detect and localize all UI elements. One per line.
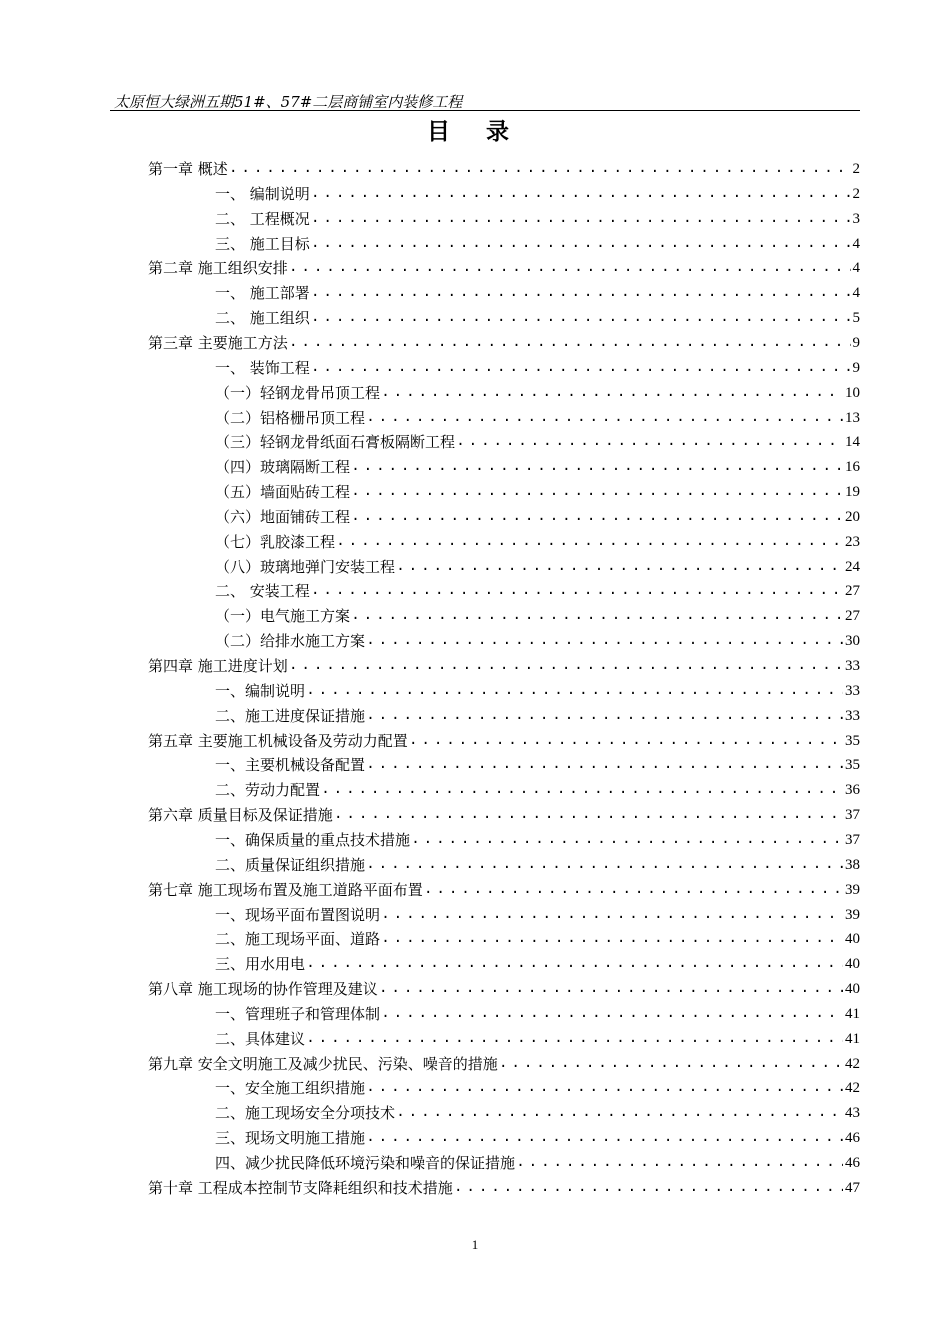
toc-entry-label: 二、劳动力配置 bbox=[215, 781, 321, 799]
toc-entry-page: 23 bbox=[845, 534, 860, 550]
toc-dot-leader bbox=[306, 1030, 843, 1048]
toc-dot-leader bbox=[366, 756, 843, 774]
toc-dot-leader bbox=[456, 433, 843, 451]
toc-dot-leader bbox=[306, 955, 843, 973]
toc-entry-label: （二）给排水施工方案 bbox=[215, 632, 366, 650]
toc-entry-page: 46 bbox=[845, 1155, 860, 1171]
toc-entry-page: 14 bbox=[845, 434, 860, 450]
toc-section-entry[interactable] bbox=[215, 526, 860, 551]
toc-section-entry[interactable] bbox=[215, 551, 860, 576]
toc-entry-page: 40 bbox=[845, 956, 860, 972]
toc-section-entry[interactable] bbox=[215, 352, 860, 377]
toc-dot-leader bbox=[366, 707, 843, 725]
toc-section-entry[interactable] bbox=[215, 948, 860, 973]
toc-entry-page: 39 bbox=[845, 882, 860, 898]
toc-section-entry[interactable] bbox=[215, 749, 860, 774]
toc-section-entry[interactable] bbox=[215, 1023, 860, 1048]
toc-entry-label: （四）玻璃隔断工程 bbox=[215, 458, 351, 476]
toc-dot-leader bbox=[311, 309, 851, 327]
toc-dot-leader bbox=[366, 1129, 843, 1147]
toc-chapter-entry[interactable] bbox=[148, 650, 860, 675]
toc-entry-page: 4 bbox=[852, 285, 860, 301]
toc-entry-label: （一）轻钢龙骨吊顶工程 bbox=[215, 384, 381, 402]
toc-dot-leader bbox=[424, 881, 843, 899]
toc-title: 目 录 bbox=[426, 119, 523, 145]
toc-dot-leader bbox=[366, 856, 843, 874]
toc-entry-page: 38 bbox=[845, 857, 860, 873]
toc-dot-leader bbox=[381, 906, 843, 924]
toc-dot-leader bbox=[366, 409, 843, 427]
toc-entry-label: 二、施工进度保证措施 bbox=[215, 707, 366, 725]
toc-section-entry[interactable] bbox=[215, 302, 860, 327]
toc-chapter-entry[interactable] bbox=[148, 1048, 860, 1073]
toc-section-entry[interactable] bbox=[215, 1072, 860, 1097]
toc-dot-leader bbox=[396, 558, 843, 576]
toc-dot-leader bbox=[311, 235, 851, 253]
toc-dot-leader bbox=[334, 806, 843, 824]
toc-section-entry[interactable] bbox=[215, 501, 860, 526]
toc-section-entry[interactable] bbox=[215, 600, 860, 625]
toc-chapter-entry[interactable] bbox=[148, 799, 860, 824]
toc-entry-label: 二、 安装工程 bbox=[215, 582, 310, 600]
toc-chapter-entry[interactable] bbox=[148, 327, 860, 352]
toc-dot-leader bbox=[411, 831, 843, 849]
toc-dot-leader bbox=[379, 980, 843, 998]
page-number: 1 bbox=[471, 1237, 479, 1252]
toc-dot-leader bbox=[381, 930, 843, 948]
toc-dot-leader bbox=[306, 682, 843, 700]
toc-entry-page: 20 bbox=[845, 509, 860, 525]
toc-entry-label: 三、用水用电 bbox=[215, 955, 306, 973]
toc-entry-label: 一、确保质量的重点技术措施 bbox=[215, 831, 411, 849]
toc-dot-leader bbox=[454, 1179, 843, 1197]
toc-dot-leader bbox=[409, 732, 843, 750]
toc-entry-page: 10 bbox=[845, 385, 860, 401]
toc-section-entry[interactable] bbox=[215, 1097, 860, 1122]
toc-entry-page: 35 bbox=[845, 757, 860, 773]
toc-entry-label: 第二章 施工组织安排 bbox=[148, 259, 288, 277]
toc-entry-page: 4 bbox=[852, 260, 860, 276]
toc-section-entry[interactable] bbox=[215, 625, 860, 650]
toc-entry-label: （八）玻璃地弹门安装工程 bbox=[215, 558, 396, 576]
header-text: 太原恒大绿洲五期51#、57#二层商铺室内装修工程 bbox=[114, 93, 463, 111]
toc-entry-label: 第八章 施工现场的协作管理及建议 bbox=[148, 980, 378, 998]
toc-entry-page: 46 bbox=[845, 1130, 860, 1146]
toc-entry-label: 第七章 施工现场布置及施工道路平面布置 bbox=[148, 881, 423, 899]
toc-entry-page: 40 bbox=[845, 981, 860, 997]
toc-entry-page: 3 bbox=[852, 211, 860, 227]
toc-entry-label: 一、 装饰工程 bbox=[215, 359, 310, 377]
toc-dot-leader bbox=[351, 458, 843, 476]
toc-entry-page: 5 bbox=[852, 310, 860, 326]
toc-dot-leader bbox=[321, 781, 843, 799]
toc-entry-label: 一、安全施工组织措施 bbox=[215, 1079, 366, 1097]
toc-entry-page: 19 bbox=[845, 484, 860, 500]
toc-section-entry[interactable] bbox=[215, 377, 860, 402]
toc-dot-leader bbox=[351, 607, 843, 625]
toc-entry-label: （五）墙面贴砖工程 bbox=[215, 483, 351, 501]
toc-section-entry[interactable] bbox=[215, 824, 860, 849]
toc-entry-page: 36 bbox=[845, 782, 860, 798]
toc-dot-leader bbox=[396, 1104, 843, 1122]
toc-entry-page: 2 bbox=[852, 161, 860, 177]
toc-entry-label: 二、 施工组织 bbox=[215, 309, 310, 327]
toc-entry-page: 41 bbox=[845, 1006, 860, 1022]
toc-dot-leader bbox=[311, 284, 851, 302]
toc-entry-label: 一、 编制说明 bbox=[215, 185, 310, 203]
toc-entry-label: 三、 施工目标 bbox=[215, 235, 310, 253]
toc-entry-label: 第九章 安全文明施工及减少扰民、污染、噪音的措施 bbox=[148, 1055, 498, 1073]
page-header bbox=[110, 88, 860, 111]
toc-entry-page: 40 bbox=[845, 931, 860, 947]
toc-section-entry[interactable] bbox=[215, 700, 860, 725]
toc-dot-leader bbox=[516, 1154, 843, 1172]
toc-entry-label: 一、 施工部署 bbox=[215, 284, 310, 302]
toc-entry-page: 13 bbox=[845, 410, 860, 426]
toc-entry-label: 二、质量保证组织措施 bbox=[215, 856, 366, 874]
toc-section-entry[interactable] bbox=[215, 1122, 860, 1147]
toc-entry-label: 第三章 主要施工方法 bbox=[148, 334, 288, 352]
toc-section-entry[interactable] bbox=[215, 178, 860, 203]
toc-dot-leader bbox=[289, 259, 851, 277]
toc-entry-page: 33 bbox=[845, 658, 860, 674]
toc-entry-page: 27 bbox=[845, 608, 860, 624]
toc-dot-leader bbox=[311, 582, 843, 600]
toc-entry-page: 24 bbox=[845, 559, 860, 575]
toc-entry-page: 33 bbox=[845, 708, 860, 724]
toc-dot-leader bbox=[366, 632, 843, 650]
toc-section-entry[interactable] bbox=[215, 675, 860, 700]
toc-dot-leader bbox=[311, 359, 851, 377]
toc-entry-page: 2 bbox=[852, 186, 860, 202]
toc-entry-page: 42 bbox=[845, 1056, 860, 1072]
toc-section-entry[interactable] bbox=[215, 923, 860, 948]
toc-dot-leader bbox=[311, 210, 851, 228]
toc-dot-leader bbox=[229, 160, 851, 178]
toc-section-entry[interactable] bbox=[215, 277, 860, 302]
toc-dot-leader bbox=[311, 185, 851, 203]
toc-entry-label: 四、减少扰民降低环境污染和噪音的保证措施 bbox=[215, 1154, 516, 1172]
toc-chapter-entry[interactable] bbox=[148, 153, 860, 178]
toc-entry-page: 16 bbox=[845, 459, 860, 475]
toc-entry-page: 35 bbox=[845, 733, 860, 749]
toc-chapter-entry[interactable] bbox=[148, 725, 860, 750]
toc-section-entry[interactable] bbox=[215, 402, 860, 427]
toc-dot-leader bbox=[366, 1079, 843, 1097]
toc-entry-label: 第一章 概述 bbox=[148, 160, 228, 178]
toc-section-entry[interactable] bbox=[215, 998, 860, 1023]
toc-entry-label: 第六章 质量目标及保证措施 bbox=[148, 806, 333, 824]
toc-entry-page: 41 bbox=[845, 1031, 860, 1047]
toc-entry-page: 30 bbox=[845, 633, 860, 649]
toc-entry-label: 二、具体建议 bbox=[215, 1030, 306, 1048]
toc-entry-page: 39 bbox=[845, 907, 860, 923]
toc-entry-label: （六）地面铺砖工程 bbox=[215, 508, 351, 526]
toc-section-entry[interactable] bbox=[215, 228, 860, 253]
toc-entry-label: 一、编制说明 bbox=[215, 682, 306, 700]
toc-entry-label: 一、主要机械设备配置 bbox=[215, 756, 366, 774]
toc-entry-label: 一、管理班子和管理体制 bbox=[215, 1005, 381, 1023]
toc-section-entry[interactable] bbox=[215, 899, 860, 924]
toc-dot-leader bbox=[289, 334, 851, 352]
toc-dot-leader bbox=[351, 508, 843, 526]
toc-entry-label: 第四章 施工进度计划 bbox=[148, 657, 288, 675]
toc-entry-page: 37 bbox=[845, 832, 860, 848]
toc-section-entry[interactable] bbox=[215, 451, 860, 476]
toc-entry-label: 二、 工程概况 bbox=[215, 210, 310, 228]
toc-chapter-entry[interactable] bbox=[148, 973, 860, 998]
toc-entry-label: （三）轻钢龙骨纸面石膏板隔断工程 bbox=[215, 433, 456, 451]
toc-section-entry[interactable] bbox=[215, 575, 860, 600]
toc-entry-label: 第十章 工程成本控制节支降耗组织和技术措施 bbox=[148, 1179, 453, 1197]
toc-entry-label: 二、施工现场安全分项技术 bbox=[215, 1104, 396, 1122]
toc-section-entry[interactable] bbox=[215, 849, 860, 874]
toc-chapter-entry[interactable] bbox=[148, 874, 860, 899]
toc-dot-leader bbox=[351, 483, 843, 501]
toc-section-entry[interactable] bbox=[215, 1147, 860, 1172]
toc-entry-label: （二）铝格栅吊顶工程 bbox=[215, 409, 366, 427]
toc-section-entry[interactable] bbox=[215, 426, 860, 451]
toc-entry-label: （一）电气施工方案 bbox=[215, 607, 351, 625]
toc-entry-page: 9 bbox=[852, 335, 860, 351]
toc-dot-leader bbox=[381, 1005, 843, 1023]
toc-section-entry[interactable] bbox=[215, 476, 860, 501]
toc-section-entry[interactable] bbox=[215, 774, 860, 799]
toc-entry-page: 4 bbox=[852, 236, 860, 252]
toc-entry-label: 二、施工现场平面、道路 bbox=[215, 930, 381, 948]
toc-entry-page: 37 bbox=[845, 807, 860, 823]
toc-entry-page: 9 bbox=[852, 360, 860, 376]
toc-chapter-entry[interactable] bbox=[148, 252, 860, 277]
toc-entry-page: 43 bbox=[845, 1105, 860, 1121]
toc-entry-page: 42 bbox=[845, 1080, 860, 1096]
toc-dot-leader bbox=[336, 533, 843, 551]
toc-entry-label: 第五章 主要施工机械设备及劳动力配置 bbox=[148, 732, 408, 750]
toc-entry-page: 27 bbox=[845, 583, 860, 599]
toc-entry-label: 一、现场平面布置图说明 bbox=[215, 906, 381, 924]
toc-section-entry[interactable] bbox=[215, 203, 860, 228]
toc-dot-leader bbox=[381, 384, 843, 402]
toc-entry-label: （七）乳胶漆工程 bbox=[215, 533, 336, 551]
toc-chapter-entry[interactable] bbox=[148, 1172, 860, 1197]
toc-entry-page: 33 bbox=[845, 683, 860, 699]
toc-dot-leader bbox=[499, 1055, 843, 1073]
toc-entry-label: 三、现场文明施工措施 bbox=[215, 1129, 366, 1147]
toc-entry-page: 47 bbox=[845, 1180, 860, 1196]
toc-dot-leader bbox=[289, 657, 843, 675]
